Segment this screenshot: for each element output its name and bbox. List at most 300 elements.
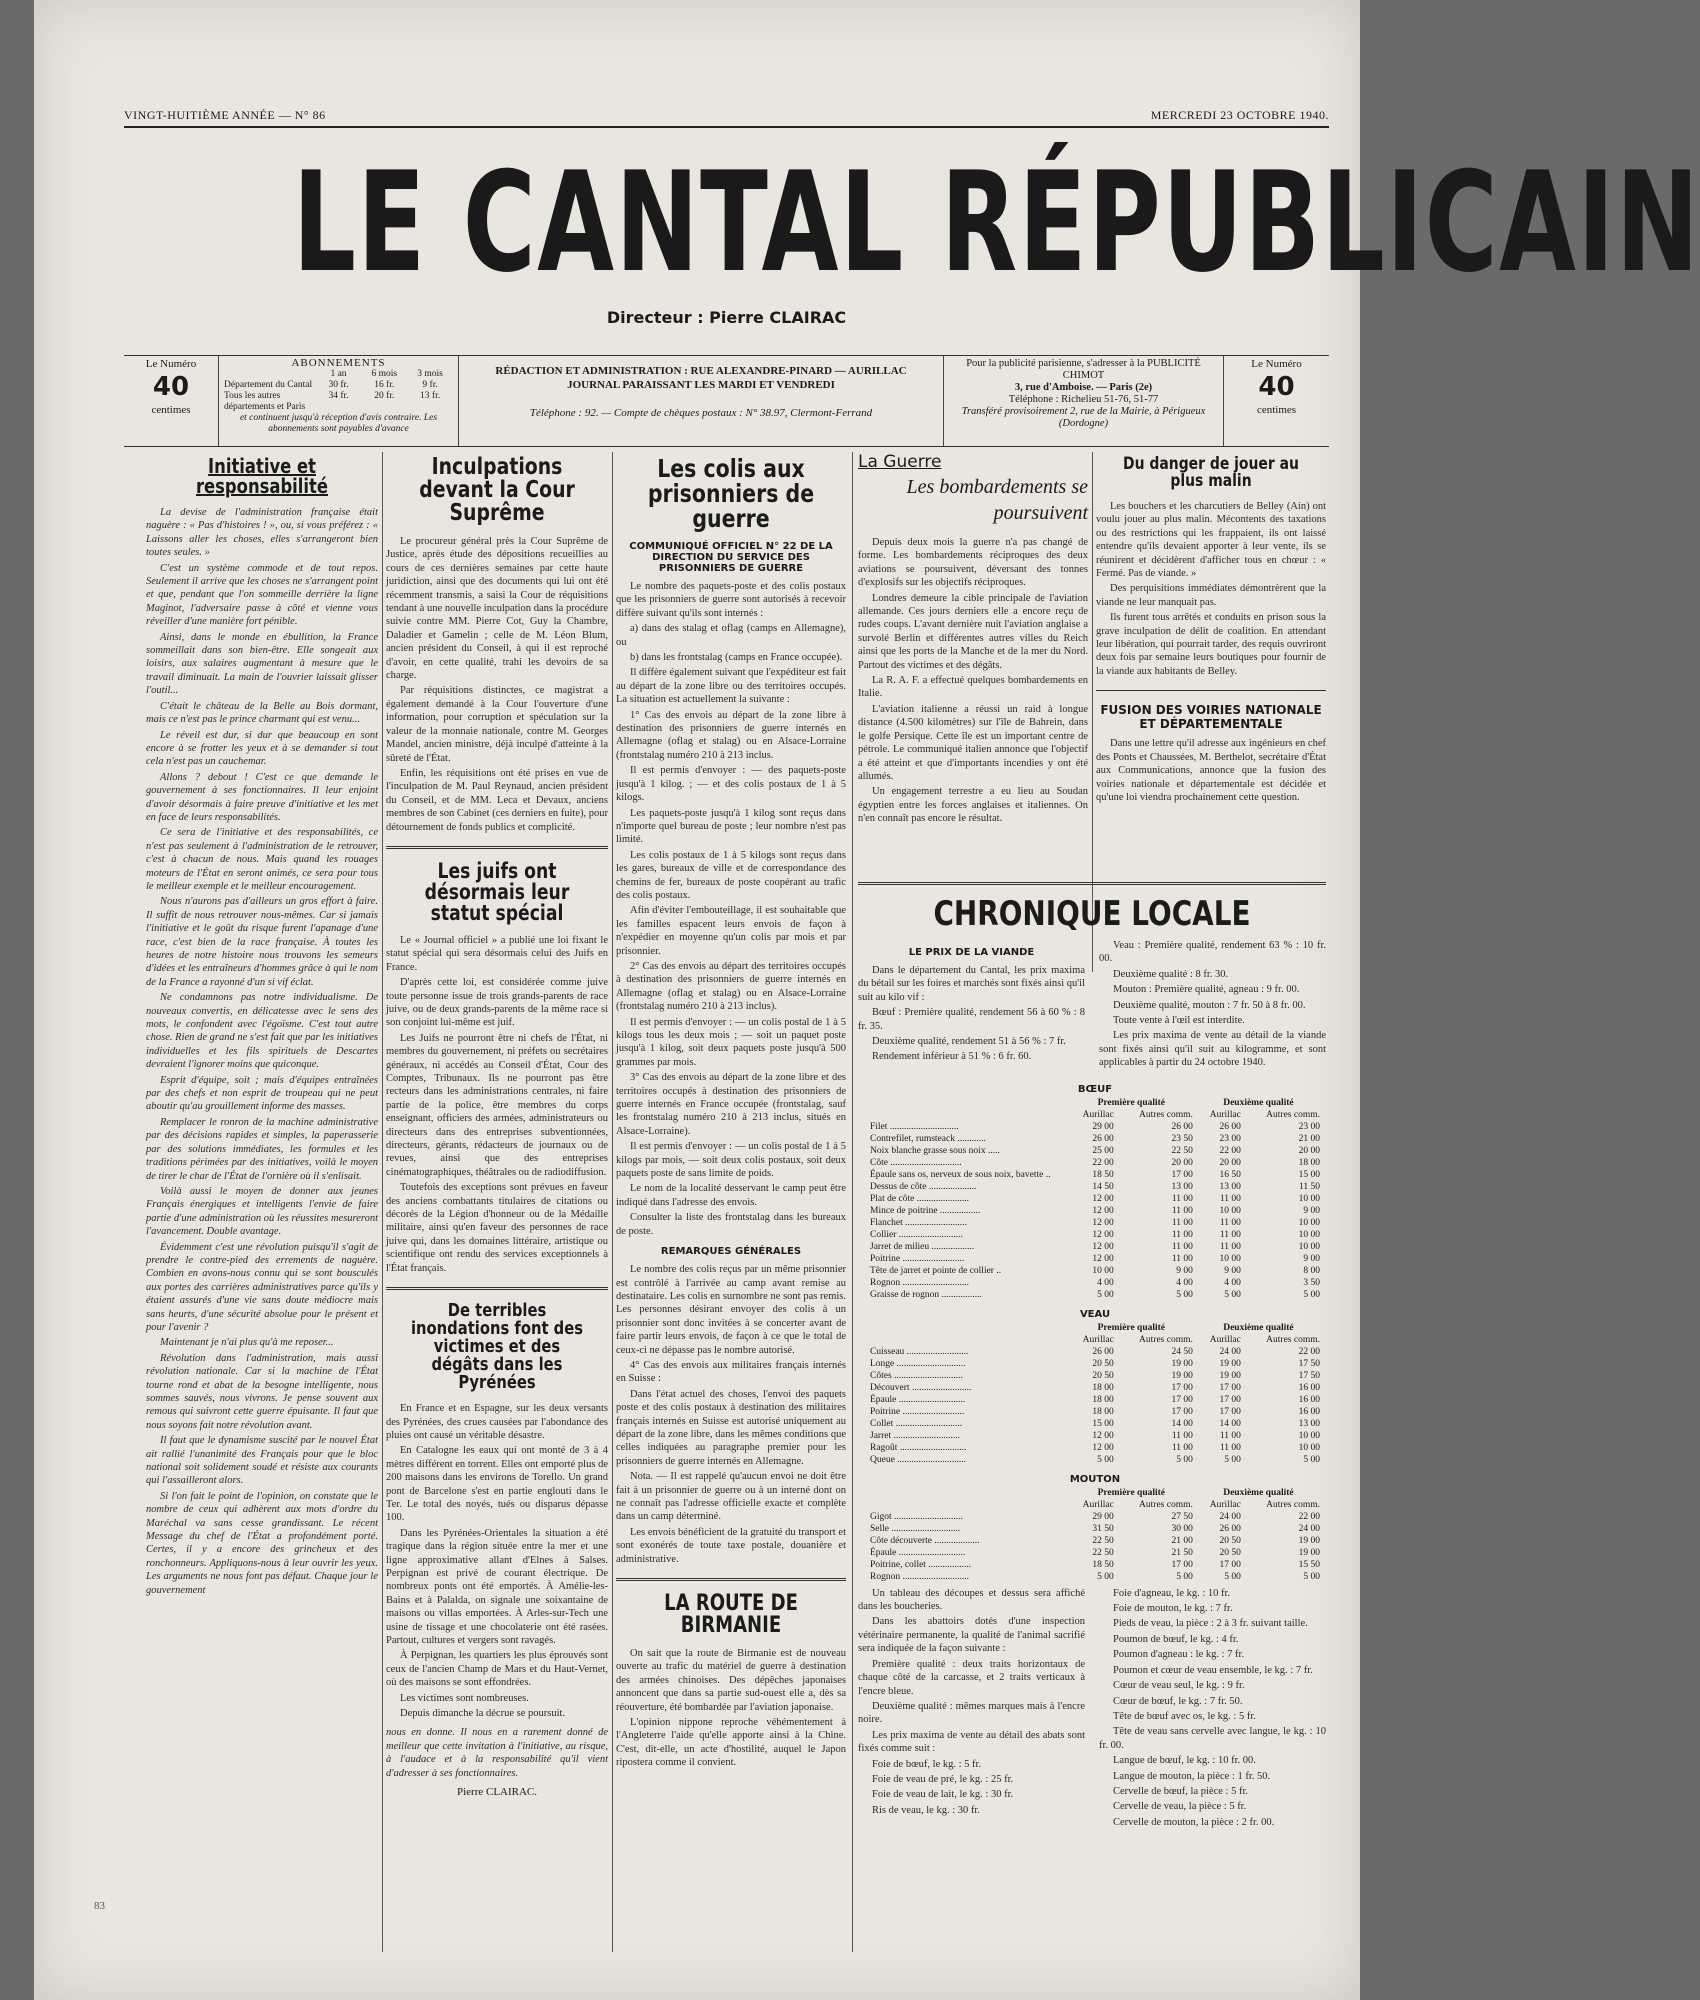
price-cell: 8 00 xyxy=(1303,1265,1320,1276)
price-cell: 26 00 xyxy=(1092,1346,1114,1357)
price-cell: 9 00 xyxy=(1224,1265,1241,1276)
price-cell: 4 00 xyxy=(1224,1277,1241,1288)
paragraph: 1° Cas des envois au départ de la zone libre à destination des prisonniers de guerre internés en Allemagne (oflag et stalag) ou en Alsace-Lorraine (frontstalag numéro 210 à 213 inclus. xyxy=(616,709,846,761)
price-cell: 20 50 xyxy=(1219,1535,1241,1546)
top-rule xyxy=(124,126,1329,128)
article-colis-remarks xyxy=(616,1263,846,1566)
price-cell: 17 00 xyxy=(1171,1382,1193,1393)
info-bar xyxy=(124,355,1329,447)
issue-number: VINGT-HUITIÈME ANNÉE — N° 86 xyxy=(124,108,326,122)
price-cell: 15 00 xyxy=(1092,1418,1114,1429)
price-cell: 24 50 xyxy=(1171,1346,1193,1357)
paragraph: Foie d'agneau, le kg. : 10 fr. xyxy=(1113,1587,1231,1599)
paragraph: C'était le château de la Belle au Bois dormant, mais ce n'est pas le prince charmant qui est venu... xyxy=(146,700,378,726)
paragraph: Évidemment c'est une révolution puisqu'il s'agit de prendre le contre-pied des errements de naguère. Combien en avons-nous connu qui se sont bousculés aux portes des carrières administratives parce qu'ils y étaient assurés d'une vie sans doute médiocre mais sans heurts, d'une sécurité absolue pour le présent et pour l'avenir ? xyxy=(146,1241,378,1333)
paragraph: Langue de bœuf, le kg. : 10 fr. 00. xyxy=(1113,1755,1256,1767)
paragraph: a) dans des stalag et oflag (camps en Allemagne), ou xyxy=(616,623,846,648)
price-cell: 11 00 xyxy=(1219,1193,1241,1204)
price-cell: 11 00 xyxy=(1219,1229,1241,1240)
table-row xyxy=(868,1535,1322,1547)
table-row xyxy=(868,1406,1322,1418)
price-cell: 15 50 xyxy=(1298,1559,1320,1570)
paragraph: b) dans les frontstalag (camps en France occupée). xyxy=(630,652,843,664)
column-2 xyxy=(386,452,608,1977)
war-kicker: La Guerre xyxy=(858,452,942,472)
viande-intro-right xyxy=(1099,939,1326,1070)
article-colis-body xyxy=(616,580,846,1238)
price-cell: 5 00 xyxy=(1303,1289,1320,1300)
paragraph: Ce sera de l'initiative et des responsabilités, ce n'est pas seulement à l'administration de le retrouver, c'est à chacun de nous. Mais quand les rouages moteurs de l'État en seront animés, ce sera pour tous le meilleur exemple et le meilleur encouragement. xyxy=(146,827,378,892)
paragraph: Afin d'éviter l'embouteillage, il est souhaitable que les familles espacent leurs envois de façon à n'expédier en moyenne qu'un colis par mois et par prisonnier. xyxy=(616,905,846,957)
paragraph: Ris de veau, le kg. : 30 fr. xyxy=(872,1804,980,1816)
price-cell: 22 00 xyxy=(1219,1145,1241,1156)
price-cell: 14 50 xyxy=(1092,1181,1114,1192)
paragraph: Cervelle de mouton, la pièce : 2 fr. 00. xyxy=(1113,1816,1275,1828)
paragraph: Maintenant je n'ai plus qu'à me reposer... xyxy=(160,1337,334,1349)
price-cell: 21 00 xyxy=(1171,1535,1193,1546)
table-row xyxy=(868,1511,1322,1523)
paragraph: D'après cette loi, est considérée comme juive toute personne issue de trois grands-parents de race juive, ou de deux grands-parents de la même race si son conjoint lui-même est juif. xyxy=(386,977,608,1029)
paragraph: Foie de veau de lait, le kg. : 30 fr. xyxy=(872,1789,1014,1801)
table-header: Première qualité Deuxième qualité xyxy=(1097,1097,1294,1108)
masthead-director: Directeur : Pierre CLAIRAC xyxy=(606,308,847,327)
price-cell: 10 00 xyxy=(1298,1241,1320,1252)
article-juifs-body xyxy=(386,934,608,1275)
table-row xyxy=(868,1547,1322,1559)
table-row xyxy=(868,1241,1322,1253)
price-cell: 17 00 xyxy=(1171,1559,1193,1570)
price-cell: 3 50 xyxy=(1303,1277,1320,1288)
price-cell: 11 00 xyxy=(1171,1217,1193,1228)
cut-name: Poitrine, collet .................. xyxy=(870,1559,972,1570)
paragraph: Depuis dimanche la décrue se poursuit. xyxy=(400,1708,566,1720)
paragraph: Foie de bœuf, le kg. : 5 fr. xyxy=(872,1758,982,1770)
paragraph: Les victimes sont nombreuses. xyxy=(400,1692,529,1704)
table-row xyxy=(868,1559,1322,1571)
price-cell: 12 00 xyxy=(1092,1442,1114,1453)
price-box-right: Le Numéro 40 centimes xyxy=(1251,358,1302,416)
price-cell: 20 50 xyxy=(1092,1358,1114,1369)
paragraph: Deuxième qualité : mêmes marques mais à l'encre noire. xyxy=(858,1700,1085,1726)
veau-table-title: VEAU xyxy=(1079,1308,1111,1320)
price-cell: 10 00 xyxy=(1219,1253,1241,1264)
cut-name: Tête de jarret et pointe de collier .. xyxy=(870,1265,1002,1276)
price-cell: 5 00 xyxy=(1097,1289,1114,1300)
price-cell: 10 00 xyxy=(1092,1265,1114,1276)
cut-name: Épaule sans os, nerveux de sous noix, bavette .. xyxy=(870,1169,1051,1180)
cut-name: Noix blanche grasse sous noix ..... xyxy=(870,1145,1000,1156)
price-cell: 11 00 xyxy=(1219,1241,1241,1252)
price-cell: 21 50 xyxy=(1171,1547,1193,1558)
price-cell: 21 00 xyxy=(1298,1133,1320,1144)
price-cell: 22 00 xyxy=(1298,1511,1320,1522)
editorial-title: Initiative et responsabilité xyxy=(195,454,329,498)
price-cell: 23 00 xyxy=(1298,1121,1320,1132)
mouton-table-title: MOUTON xyxy=(1069,1473,1121,1485)
price-box-left: Le Numéro 40 centimes xyxy=(124,356,219,446)
table-row xyxy=(868,1181,1322,1193)
cut-name: Mince de poitrine ................. xyxy=(870,1205,981,1216)
table-row xyxy=(868,1370,1322,1382)
paragraph: Il diffère également suivant que l'expéditeur est fait au départ de la zone libre ou des territoires occupés. La situation est actuellement la suivante : xyxy=(616,667,846,706)
price-cell: 10 00 xyxy=(1298,1442,1320,1453)
issue-date: MERCREDI 23 OCTOBRE 1940. xyxy=(1150,108,1329,122)
price-cell: 5 00 xyxy=(1224,1571,1241,1582)
paragraph: Par réquisitions distinctes, ce magistrat a également demandé à la Cour l'ouverture d'une information, pour corruption et spéculation sur la valeur de la monnaie nationale, contre M. Georges Mandel, ancien ministre, déjà inculpé d'atteinte à la sûreté de l'État. xyxy=(386,685,608,764)
article-colis-title: Les colis aux prisonniers de guerre xyxy=(647,454,815,533)
cut-name: Filet ............................. xyxy=(870,1121,959,1132)
paragraph: Dans le département du Cantal, les prix maxima du bétail sur les foires et marchés sont fixés ainsi qu'il suit au kilo vif : xyxy=(858,965,1086,1003)
article-voiries-title: FUSION DES VOIRIES NATIONALE ET DÉPARTEMENTALE xyxy=(1100,703,1322,732)
price-cell: 5 00 xyxy=(1224,1289,1241,1300)
paragraph: Veau : Première qualité, rendement 63 % : 10 fr. 00. xyxy=(1099,940,1326,965)
price-cell: 22 50 xyxy=(1171,1145,1193,1156)
mouton-price-table xyxy=(868,1487,1322,1583)
paragraph: Dans les abattoirs dotés d'une inspection vétérinaire permanente, la qualité de l'animal sacrifié sera indiquée de la façon suivante : xyxy=(858,1616,1085,1655)
editorial-column xyxy=(146,452,378,1977)
paragraph: Pieds de veau, la pièce : 2 à 3 fr. suivant taille. xyxy=(1113,1618,1308,1630)
cut-name: Plat de côte ...................... xyxy=(870,1193,969,1204)
price-cell: 12 00 xyxy=(1092,1430,1114,1441)
article-inondations-title: De terribles inondations font des victimes et des dégâts dans les Pyrénées xyxy=(410,1300,584,1394)
paragraph: Poumon de bœuf, le kg. : 4 fr. xyxy=(1113,1633,1239,1645)
paragraph: Le nombre des paquets-poste et des colis postaux que les prisonniers de guerre sont autorisés à recevoir diffère suivant qu'ils sont internés : xyxy=(616,581,846,619)
paragraph: Le « Journal officiel » a publié une loi fixant le statut spécial qui sera désormais celui des Juifs en France. xyxy=(386,934,608,973)
paragraph: Ne condamnons pas notre individualisme. De nouveaux convertis, en délicatesse avec le sens des mots, le confondent avec l'égoïsme. C'est tout autre chose. Rien de grand ne s'est fait que par les initiatives individuelles et les fils spirituels de Descartes devraient l'ignorer moins que quiconque. xyxy=(146,992,378,1071)
boeuf-table-title: BŒUF xyxy=(1077,1083,1113,1095)
price-cell: 24 00 xyxy=(1219,1346,1241,1357)
price-cell: 30 00 xyxy=(1171,1523,1193,1534)
table-row xyxy=(868,1169,1322,1181)
paragraph: Le nom de la localité desservant le camp peut être indiqué dans l'adresse des envois. xyxy=(616,1183,846,1208)
editorial-continued: nous en donne. Il nous en a rarement donné de meilleur que cette invitation à l'initiative, au risque, à l'audace et à la responsabilité qu'il vient d'adresser à ses fonctionnaires. xyxy=(386,1727,608,1779)
article-inculpations-body xyxy=(386,535,608,834)
price-cell: 29 00 xyxy=(1092,1511,1114,1522)
table-row xyxy=(868,1253,1322,1265)
price-cell: 17 00 xyxy=(1219,1559,1241,1570)
paragraph: Esprit d'équipe, soit ; mais d'équipes entraînées par des chefs et non esprit de troupeau qui ne peut aboutir qu'au grouillement informe des masses. xyxy=(146,1074,378,1113)
price-cell: 4 00 xyxy=(1176,1277,1193,1288)
paragraph: Nota. — Il est rappelé qu'aucun envoi ne doit être fait à un prisonnier de guerre ou à un interné dont on ne connaît pas l'adresse officielle exacte et complète dans un camp déterminé. xyxy=(616,1471,846,1523)
price-cell: 10 00 xyxy=(1298,1430,1320,1441)
article-voiries-body xyxy=(1096,737,1326,804)
paragraph: Deuxième qualité, mouton : 7 fr. 50 à 8 fr. 00. xyxy=(1113,999,1306,1011)
article-belley-title: Du danger de jouer au plus malin xyxy=(1123,454,1299,491)
price-cell: 11 00 xyxy=(1171,1430,1193,1441)
price-cell: 11 50 xyxy=(1298,1181,1320,1192)
price-cell: 17 50 xyxy=(1298,1358,1320,1369)
paragraph: Tête de veau sans cervelle avec langue, le kg. : 10 fr. 00. xyxy=(1099,1726,1326,1751)
price-cell: 20 00 xyxy=(1219,1157,1241,1168)
price-cell: 26 00 xyxy=(1219,1121,1241,1132)
paragraph: Enfin, les réquisitions ont été prises en vue de l'inculpation de M. Paul Reynaud, ancien président du Conseil, et de MM. Leca et Devaux, anciens membres de son Cabinet (ces derniers en fuite), pour détournement de fonds publics et complicité. xyxy=(386,767,608,833)
price-cell: 22 00 xyxy=(1298,1346,1320,1357)
dateline xyxy=(124,108,1329,123)
article-juifs-title: Les juifs ont désormais leur statut spécial xyxy=(424,858,570,925)
paragraph: À Perpignan, les quartiers les plus éprouvés sont ceux de l'ancien Champ de Mars et du Haut-Vernet, où des maisons se sont effondrées. xyxy=(386,1650,608,1689)
table-row xyxy=(868,1265,1322,1277)
price-cell: 16 00 xyxy=(1298,1382,1320,1393)
price-cell: 10 00 xyxy=(1298,1229,1320,1240)
paragraph: Depuis deux mois la guerre n'a pas changé de forme. Les bombardements réciproques des deux aviations se poursuivent, déversant des tonnes d'explosifs sur les objectifs réciproques. xyxy=(858,537,1088,589)
column-4 xyxy=(858,452,1088,872)
price-cell: 18 00 xyxy=(1092,1394,1114,1405)
price-cell: 20 50 xyxy=(1219,1547,1241,1558)
table-subheader: Aurillac Autres comm. Aurillac Autres comm. xyxy=(1082,1334,1320,1345)
editorial-signature: Pierre CLAIRAC. xyxy=(456,1786,538,1799)
cut-name: Côte .............................. xyxy=(870,1157,962,1168)
price-cell: 24 00 xyxy=(1219,1511,1241,1522)
paragraph: L'opinion nippone reproche véhémentement à l'Angleterre l'aide qu'elle apporte ainsi à la Chine. C'est, dit-elle, un acte d'hostilité, auquel le Japon ripostera comme il convient. xyxy=(616,1717,846,1769)
paragraph: La R. A. F. a effectué quelques bombardements en Italie. xyxy=(858,675,1088,700)
article-colis-subhead: COMMUNIQUÉ OFFICIEL N° 22 DE LA DIRECTION DU SERVICE DES PRISONNIERS DE GUERRE xyxy=(629,541,833,574)
paragraph: Les colis postaux de 1 à 5 kilogs sont reçus dans les gares, bureaux de ville et de correspondance des chemins de fer, bureaux de poste coopérant au trafic des colis postaux. xyxy=(616,849,846,901)
article-birmanie-body xyxy=(616,1647,846,1770)
price-cell: 19 00 xyxy=(1298,1535,1320,1546)
price-cell: 15 00 xyxy=(1298,1169,1320,1180)
paragraph: Nous n'aurons pas d'ailleurs un gros effort à faire. Il suffit de nous retrouver nous-mêmes. Car si jamais l'initiative et le goût du risque furent l'apanage d'une race, c'est bien de la race française. À toutes les heures de notre histoire nous trouvons les semeurs d'idées et les entraîneurs d'hommes grâce à qui le nom de la France a rayonné d'un si vif éclat. xyxy=(146,896,378,988)
cut-name: Contrefilet, rumsteack ............ xyxy=(870,1133,986,1144)
table-subheader: Aurillac Autres comm. Aurillac Autres comm. xyxy=(1082,1499,1320,1510)
paragraph: 2° Cas des envois au départ des territoires occupés à destination des prisonniers de guerre internés en Allemagne (oflag et stalag) ou en Alsace-Lorraine (frontstalag numéro 210 à 213 inclus). xyxy=(616,960,846,1013)
table-row xyxy=(868,1358,1322,1370)
margin-number: 83 xyxy=(94,1900,105,1912)
columns xyxy=(146,452,1326,1977)
price-cell: 11 00 xyxy=(1171,1193,1193,1204)
cut-name: Côte découverte ................... xyxy=(870,1535,980,1546)
price-cell: 19 00 xyxy=(1171,1370,1193,1381)
price-cell: 23 00 xyxy=(1219,1133,1241,1144)
cut-name: Graisse de rognon ................. xyxy=(870,1289,982,1300)
price-cell: 11 00 xyxy=(1219,1430,1241,1441)
cut-name: Poitrine .......................... xyxy=(870,1253,965,1264)
price-cell: 17 00 xyxy=(1219,1394,1241,1405)
price-cell: 14 00 xyxy=(1219,1418,1241,1429)
article-belley-body xyxy=(1096,500,1326,678)
price-cell: 26 00 xyxy=(1092,1133,1114,1144)
table-row xyxy=(868,1571,1322,1583)
price-cell: 20 00 xyxy=(1298,1145,1320,1156)
cut-name: Gigot ............................. xyxy=(870,1511,963,1522)
price-cell: 19 00 xyxy=(1298,1547,1320,1558)
paragraph: Cervelle de bœuf, la pièce : 5 fr. xyxy=(1113,1785,1248,1797)
cut-name: Épaule ............................ xyxy=(870,1547,966,1558)
paragraph: L'aviation italienne a réussi un raid à longue distance (4.500 kilomètres) sur l'île de Bahrein, dans le golfe Persique. Cette île est un important centre de pétrole. Le communiqué italien annonce que l'objectif a été atteint et que d'importants incendies y ont été allumés. xyxy=(858,703,1088,782)
price-cell: 9 00 xyxy=(1303,1253,1320,1264)
cut-name: Queue ............................. xyxy=(870,1454,967,1465)
administration-box: RÉDACTION ET ADMINISTRATION : RUE ALEXANDRE-PINARD — AURILLAC JOURNAL PARAISSANT LES MARDI ET VENDREDI Téléphone : 92. — Compte de chèques postaux : N° 38.97, Clermont-Ferrand xyxy=(459,356,944,446)
newspaper-page xyxy=(34,0,1700,2000)
paragraph: Poumon et cœur de veau ensemble, le kg. : 7 fr. xyxy=(1113,1664,1313,1676)
price-cell: 16 00 xyxy=(1298,1406,1320,1417)
price-cell: 10 00 xyxy=(1298,1217,1320,1228)
price-cell: 5 00 xyxy=(1303,1454,1320,1465)
table-row xyxy=(868,1157,1322,1169)
price-cell: 14 00 xyxy=(1171,1418,1193,1429)
price-cell: 11 00 xyxy=(1171,1241,1193,1252)
table-row xyxy=(868,1145,1322,1157)
masthead-title: LE CANTAL RÉPUBLICAIN xyxy=(292,142,1700,303)
table-header: Première qualité Deuxième qualité xyxy=(1097,1322,1294,1333)
abats-left xyxy=(858,1587,1085,1832)
paragraph: En Catalogne les eaux qui ont monté de 3 à 4 mètres différent en torrent. Elles ont emporté plus de 200 maisons dans les environs de Torello. Un grand pont de Barcelone s'est en partie englouti dans le Ter. Le total des noyés, tués ou disparus dépasse 100. xyxy=(386,1445,608,1524)
cut-name: Flanchet .......................... xyxy=(870,1217,967,1228)
price-cell: 29 00 xyxy=(1092,1121,1114,1132)
paragraph: Cervelle de veau, la pièce : 5 fr. xyxy=(1113,1801,1247,1813)
table-row xyxy=(868,1430,1322,1442)
price-cell: 18 50 xyxy=(1092,1559,1114,1570)
price-cell: 5 00 xyxy=(1097,1454,1114,1465)
paragraph: Bœuf : Première qualité, rendement 56 à 60 % : 8 fr. 35. xyxy=(858,1007,1085,1032)
paragraph: La devise de l'administration française était naguère : « Pas d'histoires ! », ou, si vous préférez : « Laissons aller les choses, elles s'arrangeront bien toutes seules. » xyxy=(146,507,378,559)
table-row xyxy=(868,1289,1322,1301)
paragraph: Londres demeure la cible principale de l'aviation allemande. Ces jours derniers elle a encore reçu de rudes coups. L'avant dernière nuit l'aviation anglaise a survolé Berlin et différentes autres villes du Reich ainsi que les ports de la Manche et de la mer du Nord. Partout des victimes et des dégâts. xyxy=(858,592,1088,671)
paragraph: Révolution dans l'administration, mais aussi révolution nationale. Car si la machine de l'État tourne rond et abat de la besogne intelligente, nous sommes sauvés, nous vivrons. Je pense souvent aux remous qui suivront cette guerre épuisante. Il faut que nous soyons fait notre révolution avant. xyxy=(146,1352,378,1431)
paragraph: Il est permis d'envoyer : — un colis postal de 1 à 5 kilogs tous les deux mois ; — soit un paquet poste jusqu'à 1 kilog, soit deux paquets poste jusqu'à 500 grammes par mois. xyxy=(616,1016,846,1068)
price-cell: 17 00 xyxy=(1171,1169,1193,1180)
cut-name: Jarret de milieu .................. xyxy=(870,1241,975,1252)
cut-name: Épaule ............................ xyxy=(870,1394,966,1405)
price-cell: 16 00 xyxy=(1298,1394,1320,1405)
war-body xyxy=(858,536,1088,826)
table-row xyxy=(868,1418,1322,1430)
paragraph: Voilà aussi le moyen de donner aux jeunes Français énergiques et intelligents l'envie de faire partie d'une administration où les réussites mesureront l'avancement. Double avantage. xyxy=(146,1185,378,1238)
price-cell: 12 00 xyxy=(1092,1253,1114,1264)
paragraph: Les bouchers et les charcutiers de Belley (Ain) ont voulu jouer au plus malin. Mécontents des taxations ou des restrictions qui les frappaient, ils ont laissé entendre qu'ils devaient apporter à leur vente, ils se réunirent et décidèrent d'afficher tous en chœur : « Fermé. Pas de viande. » xyxy=(1096,501,1326,580)
price-cell: 18 50 xyxy=(1092,1169,1114,1180)
paragraph: Deuxième qualité, rendement 51 à 56 % : 7 fr. xyxy=(872,1036,1066,1048)
paragraph: Allons ? debout ! C'est ce que demande le gouvernement à ses fonctionnaires. Il leur enjoint d'avoir désormais à faire preuve d'initiative et les met en face de leurs responsabilités. xyxy=(146,771,378,823)
veau-price-table xyxy=(868,1322,1322,1466)
price-cell: 18 00 xyxy=(1092,1382,1114,1393)
paragraph: Les envois bénéficient de la gratuité du transport et sont exonérés de toute taxe postale, douanière et administrative. xyxy=(616,1526,846,1565)
cut-name: Rognon ............................ xyxy=(870,1277,969,1288)
price-cell: 18 00 xyxy=(1298,1157,1320,1168)
table-row xyxy=(868,1217,1322,1229)
article-inculpations-title: Inculpations devant la Cour Suprême xyxy=(419,454,575,526)
paragraph: Cœur de veau seul, le kg. : 9 fr. xyxy=(1113,1680,1245,1692)
paragraph: Tête de bœuf avec os, le kg. : 5 fr. xyxy=(1113,1710,1256,1722)
price-tables xyxy=(858,1084,1326,1583)
paragraph: 3° Cas des envois au départ de la zone libre et des territoires occupés à destination des prisonniers de guerre internés en France occupée (frontstalag, sauf les frontstalag numéro 210 à 213 inclus, situés en Alsace-Lorraine). xyxy=(616,1072,846,1137)
price-cell: 17 00 xyxy=(1171,1406,1193,1417)
table-row xyxy=(868,1205,1322,1217)
paragraph: Foie de veau de pré, le kg. : 25 fr. xyxy=(872,1773,1014,1785)
price-cell: 5 00 xyxy=(1303,1571,1320,1582)
cut-name: Découvert ......................... xyxy=(870,1382,972,1393)
paragraph: Dans les Pyrénées-Orientales la situation a été tragique dans la région située entre la mer et une ligne approximative allant d'Elnes à Salses. Perpignan est privé de courant électrique. De nombreux ponts ont été emportés. À Amélie-les-Bains et à Palalda, on signale une soixantaine de maisons ou villas emportées. À Arles-sur-Tech une usine de tissage et une chocolaterie ont été rasées. Partout, cultures et vergers sont ravagés. xyxy=(386,1527,608,1646)
paragraph: Il est permis d'envoyer : — un colis postal de 1 à 5 kilogs par mois, — soit deux colis postaux, soit deux paquets poste de sans limite de poids. xyxy=(616,1141,846,1180)
paragraph: Il est permis d'envoyer : — des paquets-poste jusqu'à 1 kilog. ; — et des colis postaux de 1 à 5 kilogs. xyxy=(616,765,846,804)
price-cell: 18 00 xyxy=(1092,1406,1114,1417)
price-cell: 20 50 xyxy=(1092,1370,1114,1381)
price-cell: 12 00 xyxy=(1092,1217,1114,1228)
price-cell: 9 00 xyxy=(1303,1205,1320,1216)
price-cell: 17 00 xyxy=(1171,1394,1193,1405)
cut-name: Collet ............................ xyxy=(870,1418,963,1429)
price-cell: 11 00 xyxy=(1171,1229,1193,1240)
price-cell: 5 00 xyxy=(1176,1571,1193,1582)
table-subheader: Aurillac Autres comm. Aurillac Autres comm. xyxy=(1082,1109,1320,1120)
price-cell: 10 00 xyxy=(1298,1193,1320,1204)
price-cell: 19 00 xyxy=(1219,1358,1241,1369)
paragraph: Les prix maxima de vente au détail des abats sont fixés comme suit : xyxy=(858,1729,1085,1755)
paragraph: Les paquets-poste jusqu'à 1 kilog sont reçus dans n'importe quel bureau de poste ; leur nombre n'est pas limité. xyxy=(616,807,846,846)
paragraph: 4° Cas des envois aux militaires français internés en Suisse : xyxy=(616,1359,846,1385)
price-cell: 25 00 xyxy=(1092,1145,1114,1156)
subscriptions-box: ABONNEMENTS 1 an 6 mois 3 mois Département du Cantal 30 fr. 16 fr. 9 fr. Tous les autres départements et Paris 34 fr. 20 fr. 13 fr. et continuent jusqu'à réception d'avis contraire. Les abonnements sont payables d'avance xyxy=(219,356,459,446)
price-cell: 22 00 xyxy=(1092,1157,1114,1168)
paragraph: Toute vente à l'œil est interdite. xyxy=(1113,1015,1245,1027)
paragraph: Un tableau des découpes et dessus sera affiché dans les boucheries. xyxy=(858,1587,1085,1613)
cut-name: Dessus de côte .................... xyxy=(870,1181,977,1192)
paragraph: Consulter la liste des frontstalag dans les bureaux de poste. xyxy=(616,1212,846,1237)
paragraph: Le réveil est dur, si dur que beaucoup en sont encore à se frotter les yeux et à se demander si tout cela n'est pas un cauchemar. xyxy=(146,729,378,768)
column-5 xyxy=(1096,452,1326,902)
paragraph: Le procureur général près la Cour Suprême de Justice, après étude des dépositions recueillies au cours de ces dernières semaines par cette haute juridiction, ainsi que des documents qui lui ont été récemment transmis, a saisi la Cour de réquisitions tendant à une nouvelle inculpation dans la procédure suivie contre MM. Pierre Cot, Guy la Chambre, Daladier et Gamelin ; celle de M. Léon Blum, ancien président du Conseil, à qui il est reproché d'avoir, en cette qualité, trahi les devoirs de sa charge. xyxy=(386,536,608,682)
chronique-title: CHRONIQUE LOCALE xyxy=(933,894,1251,934)
price-cell: 4 00 xyxy=(1097,1277,1114,1288)
war-title: Les bombardements se poursuivent xyxy=(906,476,1088,524)
table-row xyxy=(868,1277,1322,1289)
paragraph: Deuxième qualité : 8 fr. 30. xyxy=(1113,968,1229,980)
paragraph: Cœur de bœuf, le kg. : 7 fr. 50. xyxy=(1113,1695,1243,1707)
price-cell: 19 00 xyxy=(1219,1370,1241,1381)
price-cell: 5 00 xyxy=(1176,1289,1193,1300)
price-cell: 22 50 xyxy=(1092,1547,1114,1558)
article-inondations-body xyxy=(386,1402,608,1720)
cut-name: Rognon ............................ xyxy=(870,1571,969,1582)
price-cell: 9 00 xyxy=(1176,1265,1193,1276)
column-3 xyxy=(616,452,846,1977)
paragraph: Rendement inférieur à 51 % : 6 fr. 60. xyxy=(872,1051,1032,1063)
cut-name: Cuisseau .......................... xyxy=(870,1346,969,1357)
table-row xyxy=(868,1523,1322,1535)
paragraph: Première qualité : deux traits horizontaux de chaque côté de la carcasse, et 2 traits verticaux à l'encre bleue. xyxy=(858,1658,1085,1697)
abats-right xyxy=(1099,1587,1326,1832)
paragraph: Remplacer le ronron de la machine administrative par des décisions rapides et simples, la paperasserie par des solutions immédiates, les formules et les traditions périmées par des initiatives, voilà le moyen de tirer le char de l'État de l'ornière où il s'enlisait. xyxy=(146,1116,378,1182)
table-row xyxy=(868,1229,1322,1241)
price-cell: 11 00 xyxy=(1219,1217,1241,1228)
paragraph: Si l'on fait le point de l'opinion, on constate que le nombre de ceux qui adhèrent aux mots d'ordre du Maréchal va sans cesse grandissant. Le récent Message du chef de l'État a profondément porté. Certes, il y a encore des grincheux et des ronchonneurs. Appliquons-nous à leur ouvrir les yeux. Les arguments ne nous font pas défaut. Chaque jour le gouvernement xyxy=(146,1490,378,1596)
cut-name: Jarret ............................ xyxy=(870,1430,960,1441)
price-cell: 13 00 xyxy=(1171,1181,1193,1192)
price-cell: 5 00 xyxy=(1224,1454,1241,1465)
boeuf-price-table xyxy=(868,1097,1322,1301)
paragraph: En France et en Espagne, sur les deux versants des Pyrénées, des crues causées par l'abondance des pluies ont causé un véritable désastre. xyxy=(386,1403,608,1441)
price-cell: 5 00 xyxy=(1097,1571,1114,1582)
price-cell: 17 50 xyxy=(1298,1370,1320,1381)
price-cell: 5 00 xyxy=(1176,1454,1193,1465)
price-cell: 17 00 xyxy=(1219,1406,1241,1417)
cut-name: Collier ........................... xyxy=(870,1229,963,1240)
paragraph: Foie de mouton, le kg. : 7 fr. xyxy=(1113,1603,1233,1615)
paragraph: Toutefois des exceptions sont prévues en faveur des anciens combattants titulaires de citations ou décorés de la Légion d'honneur ou de la Médaille militaire, ainsi qu'en faveur des personnes de race juive qui, dans les domaines littéraire, artistique ou scientifique ont rendu des services exceptionnels à l'État français. xyxy=(386,1182,608,1274)
cut-name: Longe ............................. xyxy=(870,1358,966,1369)
paragraph: Dans une lettre qu'il adresse aux ingénieurs en chef des Ponts et Chaussées, M. Berthelot, secrétaire d'État aux Communications, annonce que la fusion des voiries nationale et départementale est décidée et qu'une loi viendra prochainement cette question. xyxy=(1096,738,1326,803)
price-cell: 11 00 xyxy=(1171,1205,1193,1216)
paragraph: Le nombre des colis reçus par un même prisonnier est contrôlé à l'arrivée au camp avant remise au destinataire. Les colis en surnombre ne sont pas remis. Les personnes désirant envoyer des colis à un prisonnier sont donc invitées à se concerter avant de faire partir leurs envois, de façon à ce que le total de ceux-ci ne dépasse pas le nombre autorisé. xyxy=(616,1264,846,1356)
price-cell: 31 50 xyxy=(1092,1523,1114,1534)
price-cell: 24 00 xyxy=(1298,1523,1320,1534)
cut-name: Côtes ............................. xyxy=(870,1370,963,1381)
table-row xyxy=(868,1454,1322,1466)
price-cell: 26 00 xyxy=(1171,1121,1193,1132)
table-row xyxy=(868,1121,1322,1133)
price-cell: 13 00 xyxy=(1298,1418,1320,1429)
cut-name: Ragoût ............................ xyxy=(870,1442,967,1453)
paragraph: Poumon d'agneau : le kg. : 7 fr. xyxy=(1113,1649,1245,1661)
